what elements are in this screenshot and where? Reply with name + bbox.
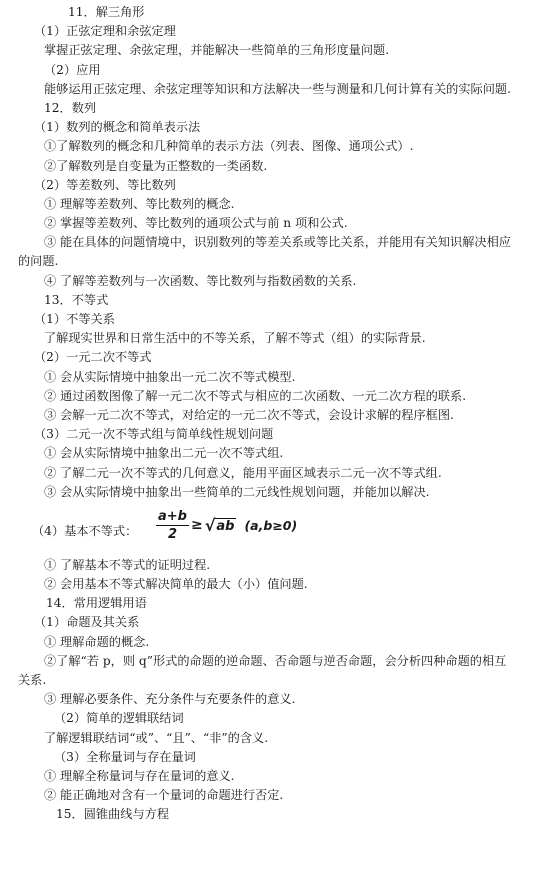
subsection-heading: （1）正弦定理和余弦定理 xyxy=(34,24,176,39)
list-item-text: ③ 能在具体的问题情境中，识别数列的等差关系或等比关系，并能用有关知识解决相应的问题. xyxy=(18,235,511,269)
square-root xyxy=(205,516,237,535)
paragraph: 掌握正弦定理、余弦定理，并能解决一些简单的三角形度量问题. xyxy=(44,43,390,58)
list-item-wrapped xyxy=(18,233,514,271)
radicand: ab xyxy=(216,518,235,534)
list-item: ② 能正确地对含有一个量词的命题进行否定. xyxy=(44,788,284,803)
fraction xyxy=(156,509,189,542)
am-gm-formula xyxy=(156,504,297,548)
paragraph-wrapped xyxy=(18,80,514,99)
list-item: ① 了解基本不等式的证明过程. xyxy=(44,557,211,572)
paragraph: 了解逻辑联结词“或”、“且”、“非”的含义. xyxy=(44,730,269,745)
subsection-heading: （3）全称量词与存在量词 xyxy=(54,749,196,764)
list-item: ①了解数列的概念和几种简单的表示方法（列表、图像、通项公式）. xyxy=(44,139,414,154)
section-heading-14: 14．常用逻辑用语 xyxy=(46,596,147,611)
subsection-heading: （1）不等关系 xyxy=(34,312,115,327)
list-item: ③ 会解一元二次不等式，对给定的一元二次不等式，会设计求解的程序框图. xyxy=(44,407,454,422)
subsection-heading: （4）基本不等式： xyxy=(32,523,138,538)
subsection-heading: （2）等差数列、等比数列 xyxy=(34,177,176,192)
list-item: ② 掌握等差数列、等比数列的通项公式与前 n 项和公式. xyxy=(44,216,348,231)
list-item: ② 通过函数图像了解一元二次不等式与相应的二次函数、一元二次方程的联系. xyxy=(44,388,467,403)
subsection-heading: （2）简单的逻辑联结词 xyxy=(54,711,184,726)
list-item: ②了解数列是自变量为正整数的一类函数. xyxy=(44,158,268,173)
formula-condition: (a,b≥0) xyxy=(244,518,298,534)
relation-symbol: ≥ xyxy=(190,517,203,534)
list-item: ① 理解全称量词与存在量词的意义. xyxy=(44,769,235,784)
subsection-heading: （2）应用 xyxy=(44,62,101,77)
subsection-heading: （1）数列的概念和简单表示法 xyxy=(34,120,201,135)
subsection-heading: （1）命题及其关系 xyxy=(34,615,140,630)
basic-inequality-row xyxy=(18,502,550,556)
list-item-wrapped xyxy=(18,652,514,690)
list-item: ① 理解等差数列、等比数列的概念. xyxy=(44,196,235,211)
list-item: ③ 理解必要条件、充分条件与充要条件的意义. xyxy=(44,692,296,707)
section-heading-11: 11．解三角形 xyxy=(68,5,145,19)
list-item: ① 会从实际情境中抽象出一元二次不等式模型. xyxy=(44,369,296,384)
list-item: ① 会从实际情境中抽象出二元一次不等式组. xyxy=(44,446,284,461)
radical-sign: √ xyxy=(204,516,216,536)
paragraph: 了解现实世界和日常生活中的不等关系，了解不等式（组）的实际背景. xyxy=(44,331,426,346)
paragraph-text: 能够运用正弦定理、余弦定理等知识和方法解决一些与测量和几何计算有关的实际问题. xyxy=(44,81,511,96)
list-item-text: ②了解“若 p，则 q”形式的命题的逆命题、否命题与逆否命题，会分析四种命题的相互关系. xyxy=(18,653,507,688)
list-item: ② 会用基本不等式解决简单的最大（小）值问题. xyxy=(44,577,308,592)
subsection-heading: （2）一元二次不等式 xyxy=(34,350,152,365)
fraction-bar xyxy=(156,525,189,526)
list-item: ③ 会从实际情境中抽象出一些简单的二元线性规划问题，并能加以解决. xyxy=(44,484,430,499)
list-item: ④ 了解等差数列与一次函数、等比数列与指数函数的关系. xyxy=(44,273,357,288)
list-item: ① 理解命题的概念. xyxy=(44,634,150,649)
section-heading-15: 15．圆锥曲线与方程 xyxy=(56,807,170,822)
list-item: ② 了解二元一次不等式的几何意义，能用平面区域表示二元一次不等式组. xyxy=(44,465,442,480)
document-page xyxy=(0,3,550,825)
fraction-denominator: 2 xyxy=(167,527,178,543)
subsection-heading: （3）二元一次不等式组与简单线性规划问题 xyxy=(34,427,274,442)
fraction-numerator: a+b xyxy=(158,509,187,525)
section-heading-12: 12．数列 xyxy=(44,100,97,115)
section-heading-13: 13．不等式 xyxy=(44,292,109,307)
